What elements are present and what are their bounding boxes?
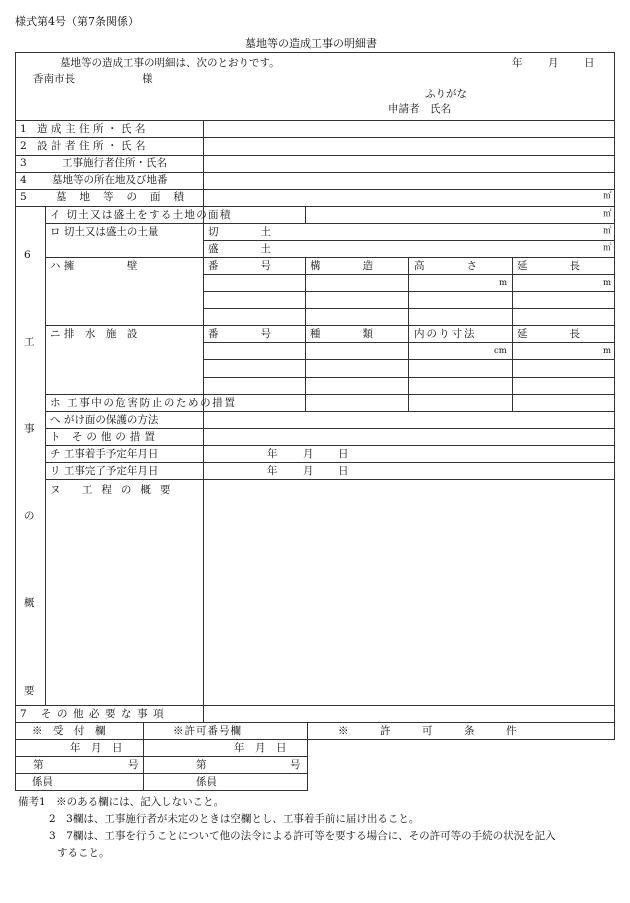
page-title: 墓地等の造成工事の明細書 (245, 37, 377, 50)
header-day: 日 (584, 57, 595, 69)
section6-char-2: 事 (24, 423, 35, 435)
item-ro-fill-unit: ㎥ (603, 243, 612, 253)
item-to-label: ト その他の措置 (50, 431, 159, 443)
ni-col-type: 種 類 (310, 328, 373, 340)
item-i-label: イ 切土又は盛土をする土地の面積 (50, 209, 232, 221)
permit-clerk: 係員 (196, 776, 217, 788)
section6-char-1: 工 (24, 336, 35, 348)
row2-label: 2 設計者住所・氏名 (20, 140, 150, 152)
row5-label: 5 墓地等の面積 (20, 191, 198, 203)
ha-col-number: 番 号 (208, 260, 271, 272)
chi-month: 月 (303, 448, 314, 460)
form-number: 様式第4号（第7条関係） (15, 15, 139, 28)
ni-col-number: 番 号 (208, 328, 271, 340)
chi-year: 年 (267, 448, 278, 460)
ha-length-unit: m (603, 278, 612, 288)
ni-col-inner-size: 内のり寸法 (414, 328, 477, 340)
row7-label: 7 その他必要な事項 (20, 708, 170, 720)
ha-col-structure: 構 造 (310, 260, 373, 272)
item-i-unit: ㎡ (603, 209, 612, 219)
ha-col-length: 延 長 (517, 260, 580, 272)
section6-number: 6 (24, 249, 31, 261)
ri-year: 年 (267, 465, 278, 477)
ni-size-unit: cm (494, 346, 507, 356)
section6-char-5: 要 (24, 685, 35, 697)
note-2: 2 3欄は、工事施行者が未定のときは空欄とし、工事着手前に届け出ること。 (49, 813, 420, 825)
furigana-label: ふりがな (425, 88, 467, 100)
ha-height-unit: m (499, 278, 508, 288)
row4-label: 墓地等の所在地及び地番 (52, 174, 168, 186)
reception-go: 号 (128, 759, 139, 771)
item-nu-label: ヌ 工程の概要 (50, 484, 180, 496)
permit-date: 年 月 日 (234, 742, 287, 754)
ri-day: 日 (338, 465, 349, 477)
item-ro-label: ロ 切土又は盛土の土量 (50, 226, 159, 238)
ni-length-unit: m (603, 346, 612, 356)
addressee: 香南市長 (33, 73, 75, 85)
item-ro-cut: 切 土 (208, 226, 271, 238)
reception-dai: 第 (33, 759, 44, 771)
reception-date: 年 月 日 (70, 742, 123, 754)
header-month: 月 (548, 57, 559, 69)
permit-go: 号 (290, 759, 301, 771)
item-ri-label: リ 工事完了予定年月日 (50, 465, 159, 477)
permit-dai: 第 (196, 759, 207, 771)
item-he-label: へ がけ面の保護の方法 (50, 414, 159, 426)
reception-column-header: ※ 受 付 欄 (32, 725, 106, 737)
item-ha-label: ハ 擁 壁 (50, 260, 138, 272)
chi-day: 日 (338, 448, 349, 460)
addressee-honorific: 様 (142, 73, 153, 85)
item-ro-cut-unit: ㎥ (603, 226, 612, 236)
ha-col-height: 高 さ (414, 260, 477, 272)
row4-number: 4 (20, 174, 27, 186)
note-3: 3 7欄は、工事を行うことについて他の法令による許可等を要する場合に、その許可等の手続の状況を記入 (49, 830, 556, 842)
item-chi-label: チ 工事着手予定年月日 (50, 448, 159, 460)
section6-char-3: の (24, 510, 35, 522)
item-ni-label: ニ 排 水 施 設 (50, 328, 138, 340)
ri-month: 月 (303, 465, 314, 477)
applicant-name-label: 申請者 氏名 (388, 103, 451, 115)
ni-col-length: 延 長 (517, 328, 580, 340)
item-ro-fill: 盛 土 (208, 243, 271, 255)
intro-text: 墓地等の造成工事の明細は、次のとおりです。 (60, 57, 280, 69)
row3-label: 工事施行者住所・氏名 (62, 157, 167, 169)
note-3-continued: すること。 (57, 847, 110, 859)
header-year: 年 (512, 57, 523, 69)
row5-unit: ㎡ (603, 191, 612, 201)
item-ho-label: ホ 工事中の危害防止のための措置 (50, 397, 237, 409)
permit-number-column-header: ※許可番号欄 (173, 725, 242, 737)
row1-label: 1 造成主住所・氏名 (20, 123, 150, 135)
section6-char-4: 概 (24, 597, 35, 609)
note-1: 備考1 ※のある欄には、記入しないこと。 (18, 796, 225, 808)
permit-conditions-column-header: ※ 許 可 条 件 (338, 725, 517, 737)
row3-number: 3 (20, 157, 27, 169)
reception-clerk: 係員 (32, 776, 53, 788)
